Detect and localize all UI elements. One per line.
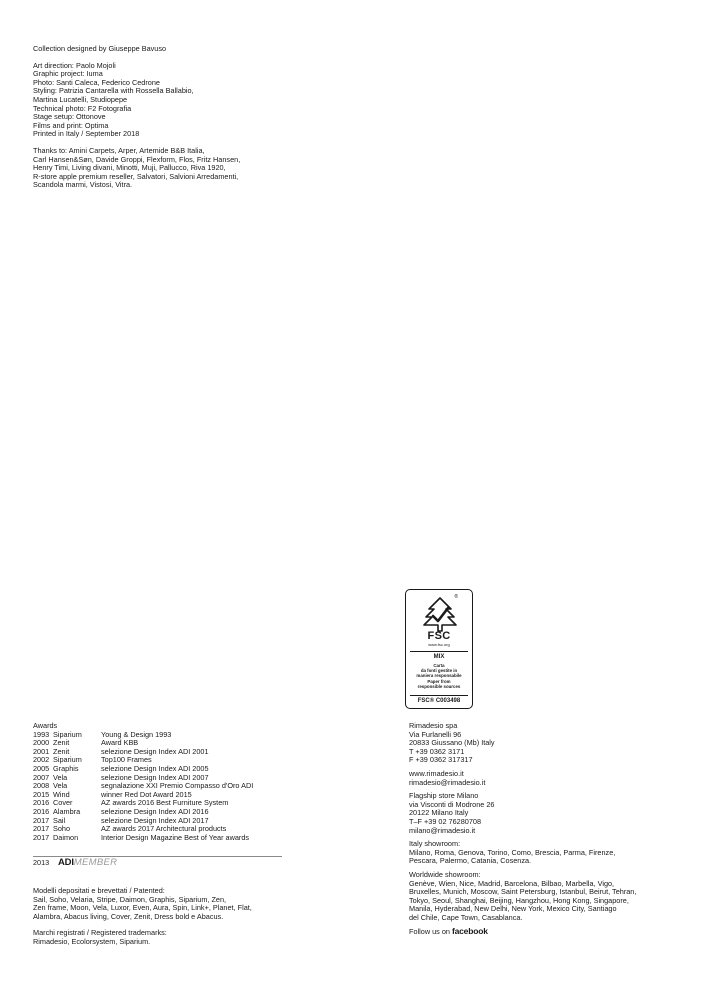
fsc-title: FSC: [427, 630, 451, 642]
fsc-desc-line: responsible sources: [417, 683, 461, 689]
award-product: Vela: [53, 772, 68, 782]
trademarks-line: Rimadesio, Ecolorsystem, Siparium.: [33, 936, 151, 946]
adi-member-line: [33, 859, 117, 868]
patents-line: Sail, Soho, Velaria, Stripe, Daimon, Graphis, Siparium, Zen,: [33, 894, 227, 904]
award-year: 2007: [33, 772, 50, 782]
follow-text: Follow us on: [409, 927, 450, 937]
award-product: Sail: [53, 815, 66, 825]
award-title: winner Red Dot Award 2015: [101, 789, 192, 799]
address-line: 20833 Giussano (Mb) Italy: [409, 738, 495, 748]
award-product: Siparium: [53, 755, 82, 765]
thanks-line: R-store apple premium reseller, Salvatori, Salvioni Arredamenti,: [33, 171, 239, 181]
fsc-tree-logo-icon: [419, 595, 461, 633]
credit-line: Technical photo: F2 Fotografia: [33, 103, 132, 113]
award-product: Daimon: [53, 832, 79, 842]
worldwide-showroom-line: Manila, Hyderabad, New Delhi, New York, Mexico City, Santiago: [409, 904, 617, 914]
credit-line: Photo: Santi Caleca, Federico Cedrone: [33, 77, 160, 87]
worldwide-showroom-line: Bruxelles, Munich, Moscow, Saint Petersburg, Istanbul, Beirut, Tehran,: [409, 887, 637, 897]
credit-line: Graphic project: Iuma: [33, 69, 103, 79]
fsc-desc-line: Carta: [433, 663, 445, 668]
flagship-line: via Visconti di Modrone 26: [409, 799, 495, 809]
patents-line: Alambra, Abacus living, Cover, Zenit, Dress bold e Abacus.: [33, 911, 224, 921]
trademarks-line: Marchi registrati / Registered trademarks:: [33, 928, 167, 938]
flagship-line: T–F +39 02 76280708: [409, 816, 482, 826]
award-title: selezione Design Index ADI 2007: [101, 772, 209, 782]
credit-line: Art direction: Paolo Mojoli: [33, 60, 116, 70]
award-title: selezione Design Index ADI 2016: [101, 806, 209, 816]
address-line: F +39 0362 317317: [409, 755, 473, 765]
adi-year: 2013: [33, 858, 50, 867]
fsc-badge: [405, 589, 473, 709]
address-line: T +39 0362 3171: [409, 746, 465, 756]
award-year: 2017: [33, 815, 50, 825]
award-product: Graphis: [53, 763, 79, 773]
credit-line: Stage setup: Ottonove: [33, 112, 106, 122]
patents-line: Zen frame, Moon, Vela, Luxor, Even, Aura, Spin, Link+, Planet, Flat,: [33, 903, 252, 913]
fsc-url: www.fsc.org: [428, 642, 450, 647]
award-year: 2016: [33, 798, 50, 808]
credit-line: Films and print: Optima: [33, 120, 109, 130]
award-year: 2001: [33, 746, 50, 756]
address-line: Rimadesio spa: [409, 721, 458, 730]
worldwide-showroom-line: del Chile, Cape Town, Casablanca.: [409, 912, 523, 922]
awards-title: Awards: [33, 721, 58, 730]
award-title: Young & Design 1993: [101, 729, 172, 739]
award-year: 2008: [33, 781, 50, 791]
fsc-mix-label: MIX: [433, 654, 445, 660]
follow-us: [409, 927, 636, 937]
award-title: segnalazione XXI Premio Compasso d'Oro ADI: [101, 781, 254, 791]
awards-table: [33, 731, 253, 843]
award-title: AZ awards 2017 Architectural products: [101, 824, 227, 834]
award-row: [33, 834, 253, 843]
thanks-line: Carl Hansen&Søn, Davide Groppi, Flexform, Flos, Fritz Hansen,: [33, 154, 241, 164]
award-product: Wind: [53, 789, 70, 799]
company-section: [409, 722, 636, 937]
credits-section: [33, 45, 240, 190]
flagship-line: 20122 Milano Italy: [409, 808, 469, 818]
fsc-divider: [410, 695, 468, 696]
award-year: 2002: [33, 755, 50, 765]
award-year: 2015: [33, 789, 50, 799]
thanks-line: Thanks to: Amini Carpets, Arper, Artemide B&B Italia,: [33, 145, 205, 155]
award-product: Zenit: [53, 746, 70, 756]
awards-section: [33, 722, 253, 842]
award-title: Top100 Frames: [101, 755, 152, 765]
fsc-registered-mark: ®: [454, 594, 458, 600]
italy-showroom-line: Milano, Roma, Genova, Torino, Como, Brescia, Parma, Firenze,: [409, 847, 616, 857]
thanks-line: Henry Timi, Living divani, Minotti, Muji, Pallucco, Riva 1920,: [33, 163, 226, 173]
award-title: Award KBB: [101, 738, 139, 748]
fsc-desc-line: maniera responsabile: [416, 673, 462, 679]
credit-line: Martina Lucatelli, Studiopepe: [33, 94, 128, 104]
designer-credit: Collection designed by Giuseppe Bavuso: [33, 44, 167, 53]
award-year: 2017: [33, 824, 50, 834]
award-product: Cover: [53, 798, 73, 808]
award-title: AZ awards 2016 Best Furniture System: [101, 798, 229, 808]
patents-line: Modelli depositati e brevettati / Patented:: [33, 886, 165, 895]
thanks-line: Scandola marmi, Vistosi, Vitra.: [33, 180, 133, 190]
italy-showroom-line: Pescara, Palermo, Catania, Cosenza.: [409, 856, 532, 866]
award-product: Zenit: [53, 738, 70, 748]
award-product: Soho: [53, 824, 71, 834]
award-product: Vela: [53, 781, 68, 791]
award-year: 2017: [33, 832, 50, 842]
fsc-divider: [410, 651, 468, 652]
award-title: selezione Design Index ADI 2005: [101, 763, 209, 773]
credit-line: Printed in Italy / September 2018: [33, 129, 140, 139]
fsc-license-code: FSC® C003498: [417, 698, 461, 704]
worldwide-showroom-line: Worldwide showroom:: [409, 869, 481, 879]
italy-showroom-line: Italy showroom:: [409, 839, 461, 849]
fsc-desc-line: da fonti gestite in: [420, 668, 458, 674]
award-title: Interior Design Magazine Best of Year awards: [101, 832, 250, 842]
email-link[interactable]: rimadesio@rimadesio.it: [409, 777, 486, 787]
award-product: Alambra: [53, 806, 81, 816]
award-year: 2000: [33, 738, 50, 748]
credit-line: Styling: Patrizia Cantarella with Rossella Ballabio,: [33, 86, 194, 96]
worldwide-showroom-line: Genève, Wien, Nice, Madrid, Barcelona, Bilbao, Marbella, Vigo,: [409, 878, 615, 888]
fsc-description: [406, 663, 472, 689]
award-year: 1993: [33, 729, 50, 739]
adi-logo: ADI: [58, 857, 74, 868]
award-year: 2005: [33, 763, 50, 773]
adi-member-label: MEMBER: [73, 857, 118, 868]
flagship-line: Flagship store Milano: [409, 791, 479, 801]
patents-section: [33, 887, 252, 947]
award-product: Siparium: [53, 729, 82, 739]
facebook-link[interactable]: facebook: [452, 926, 488, 937]
award-title: selezione Design Index ADI 2001: [101, 746, 209, 756]
fsc-desc-line: Paper from: [427, 678, 451, 684]
address-line: Via Furlanelli 96: [409, 729, 462, 739]
website-link[interactable]: www.rimadesio.it: [409, 768, 464, 778]
award-title: selezione Design Index ADI 2017: [101, 815, 209, 825]
worldwide-showroom-line: Tokyo, Seoul, Shanghai, Beijing, Hangzhou, Hong Kong, Singapore,: [409, 895, 629, 905]
flagship-email-link[interactable]: milano@rimadesio.it: [409, 825, 476, 835]
award-year: 2016: [33, 806, 50, 816]
